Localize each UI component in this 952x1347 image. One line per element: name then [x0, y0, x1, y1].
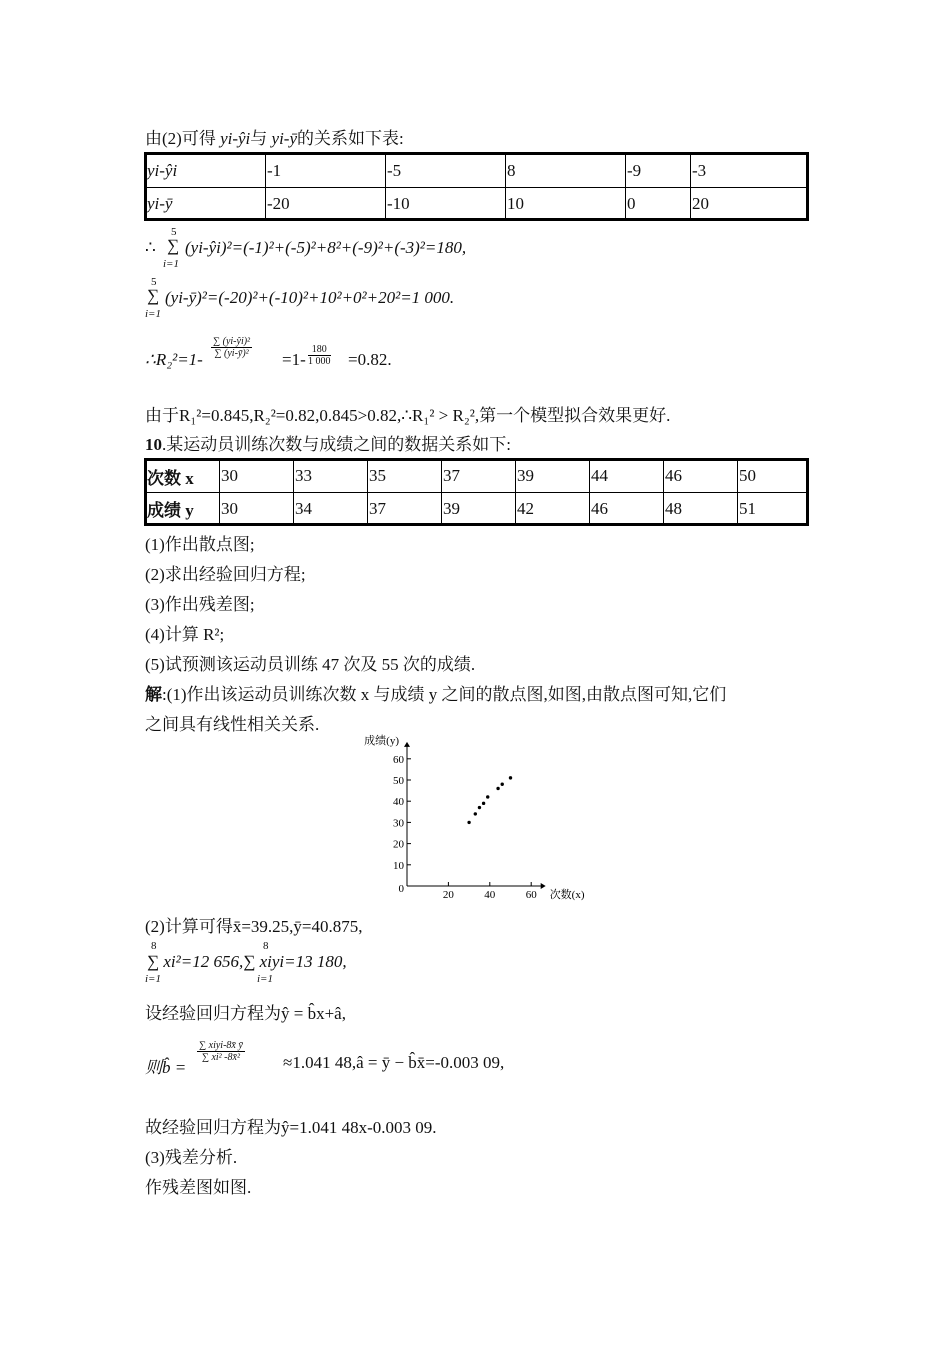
intro-text: 的关系如下表:	[297, 129, 404, 148]
y-tick-label: 50	[393, 775, 404, 787]
x-axis-arrow	[541, 883, 546, 889]
table-cell: -9	[626, 154, 691, 188]
r2-comparison: 由于R₁²=0.845,R₂²=0.82,0.845>0.82,∴R₁² > R₂²,第一个模型拟合效果更好.	[145, 406, 671, 425]
problem-item: (4)计算 R²;	[145, 625, 225, 644]
table-cell: -3	[691, 154, 808, 188]
data-point	[478, 806, 481, 809]
data-point	[486, 795, 489, 798]
r2-mid: =1-	[282, 350, 306, 369]
y-tick-label: 20	[393, 838, 404, 851]
table-cell: 37	[368, 493, 442, 525]
data-point	[501, 783, 504, 786]
table-cell: -5	[386, 154, 506, 188]
table-cell: -20	[266, 188, 386, 220]
part3-text: 作残差图如图.	[145, 1178, 252, 1197]
fraction-denominator: 1 000	[308, 356, 331, 367]
table-cell: -1	[266, 154, 386, 188]
table-row	[146, 188, 808, 220]
table-cell: 0	[626, 188, 691, 220]
sum-upper: 5	[171, 226, 177, 238]
r2-result: =0.82.	[348, 350, 392, 369]
sum-lower: i=1	[257, 973, 273, 985]
table-cell: 10	[506, 188, 626, 220]
table-cell: 39	[442, 493, 516, 525]
row-label: yi-ȳ	[146, 188, 266, 220]
data-point	[467, 821, 470, 824]
row-label: yi-ŷi	[146, 154, 266, 188]
y-tick-label: 30	[393, 817, 404, 830]
y-axis-label: 成绩(y)	[364, 735, 399, 747]
part3-heading: (3)残差分析.	[145, 1148, 238, 1167]
sum-body: (yi-ȳ)²=(-20)²+(-10)²+10²+0²+20²=1 000.	[165, 288, 455, 307]
sigma-symbol: ∑	[167, 236, 180, 255]
intro-text: 由(2)可得	[145, 129, 221, 148]
b-fraction	[197, 1040, 245, 1063]
table-cell: 44	[590, 460, 664, 493]
fraction-denominator: ∑ xi² -8x̄²	[201, 1052, 240, 1063]
problem-item: (1)作出散点图;	[145, 535, 255, 554]
r2-fraction	[211, 336, 252, 359]
table-cell: 46	[590, 493, 664, 525]
solution-line: 之间具有线性相关关系.	[145, 715, 320, 734]
table-cell: 20	[691, 188, 808, 220]
table-cell: 42	[516, 493, 590, 525]
table-cell: 39	[516, 460, 590, 493]
therefore-sign: ∴	[145, 238, 156, 257]
sigma-symbol: ∑	[147, 286, 160, 305]
sum-upper: 8	[263, 940, 269, 952]
sum-body: (yi-ŷi)²=(-1)²+(-5)²+8²+(-9)²+(-3)²=180,	[185, 238, 467, 257]
intro-text: 与	[250, 129, 272, 148]
table-row	[146, 460, 808, 493]
table-row	[146, 493, 808, 525]
sums-text: ∑ xi²=12 656,∑ xiyi=13 180,	[147, 952, 347, 971]
problem-item: (3)作出残差图;	[145, 595, 255, 614]
assume-line: 设经验回归方程为ŷ = b̂x+â,	[145, 1004, 346, 1023]
table-row	[146, 154, 808, 188]
expr-residual: yi-ŷi	[220, 129, 251, 148]
data-point	[509, 776, 512, 779]
table-cell: 46	[664, 460, 738, 493]
table-cell: 35	[368, 460, 442, 493]
y-tick-label: 10	[393, 859, 404, 872]
scatter-chart	[355, 732, 600, 904]
solution-text: :(1)作出该运动员训练次数 x 与成绩 y 之间的散点图,如图,由散点图可知,它们	[162, 685, 727, 704]
b-lhs: 则b̂ =	[145, 1058, 187, 1077]
problem-item: (2)求出经验回归方程;	[145, 565, 306, 584]
x-axis-label: 次数(x)	[549, 889, 585, 901]
fraction-numerator: 180	[308, 344, 331, 356]
table-cell: 8	[506, 154, 626, 188]
table-cell: -10	[386, 188, 506, 220]
b-rhs: ≈1.041 48,â = ȳ − b̂x̄=-0.003 09,	[283, 1053, 505, 1072]
x-tick-label: 60	[525, 889, 537, 901]
row-label: 次数 x	[146, 460, 220, 493]
problem-10-statement	[145, 430, 511, 455]
r2-lhs: ∴R₂²=1-	[145, 350, 203, 369]
x-tick-label: 20	[442, 889, 454, 901]
data-point	[482, 802, 485, 805]
means-line: (2)计算可得x̄=39.25,ȳ=40.875,	[145, 917, 363, 936]
fraction-numerator: ∑ (yi-ŷi)²	[213, 336, 251, 347]
data-point	[474, 812, 477, 815]
y-tick-label: 60	[393, 753, 404, 766]
expr-deviation: yi-ȳ	[271, 129, 298, 148]
table-cell: 51	[738, 493, 808, 525]
x-tick-label: 40	[484, 889, 496, 901]
origin-label: 0	[398, 883, 404, 895]
regression-conclusion: 故经验回归方程为ŷ=1.041 48x-0.003 09.	[145, 1118, 437, 1137]
sum-lower: i=1	[145, 308, 161, 320]
solution-label: 解	[145, 685, 162, 704]
training-data-table	[145, 459, 808, 525]
table-cell: 30	[220, 493, 294, 525]
table-cell: 48	[664, 493, 738, 525]
solution-line	[145, 680, 726, 705]
r2-fraction-value	[308, 344, 331, 367]
sum-upper: 8	[151, 940, 157, 952]
sum-upper: 5	[151, 276, 157, 288]
y-tick-label: 40	[393, 796, 404, 809]
problem-number: 10	[145, 435, 162, 454]
table-cell: 37	[442, 460, 516, 493]
table-cell: 33	[294, 460, 368, 493]
problem-text: .某运动员训练次数与成绩之间的数据关系如下:	[162, 435, 511, 454]
sum-lower: i=1	[145, 973, 161, 985]
table-cell: 50	[738, 460, 808, 493]
residual-table	[145, 153, 808, 220]
y-axis-arrow	[404, 742, 410, 747]
intro-line	[145, 124, 404, 149]
fraction-numerator: ∑ xiyi-8x̄ ȳ	[199, 1040, 243, 1051]
data-point	[496, 787, 499, 790]
problem-item: (5)试预测该运动员训练 47 次及 55 次的成绩.	[145, 655, 476, 674]
fraction-denominator: ∑ (yi-ȳ)²	[214, 348, 249, 359]
sum-lower: i=1	[163, 258, 179, 270]
table-cell: 34	[294, 493, 368, 525]
table-cell: 30	[220, 460, 294, 493]
row-label: 成绩 y	[146, 493, 220, 525]
